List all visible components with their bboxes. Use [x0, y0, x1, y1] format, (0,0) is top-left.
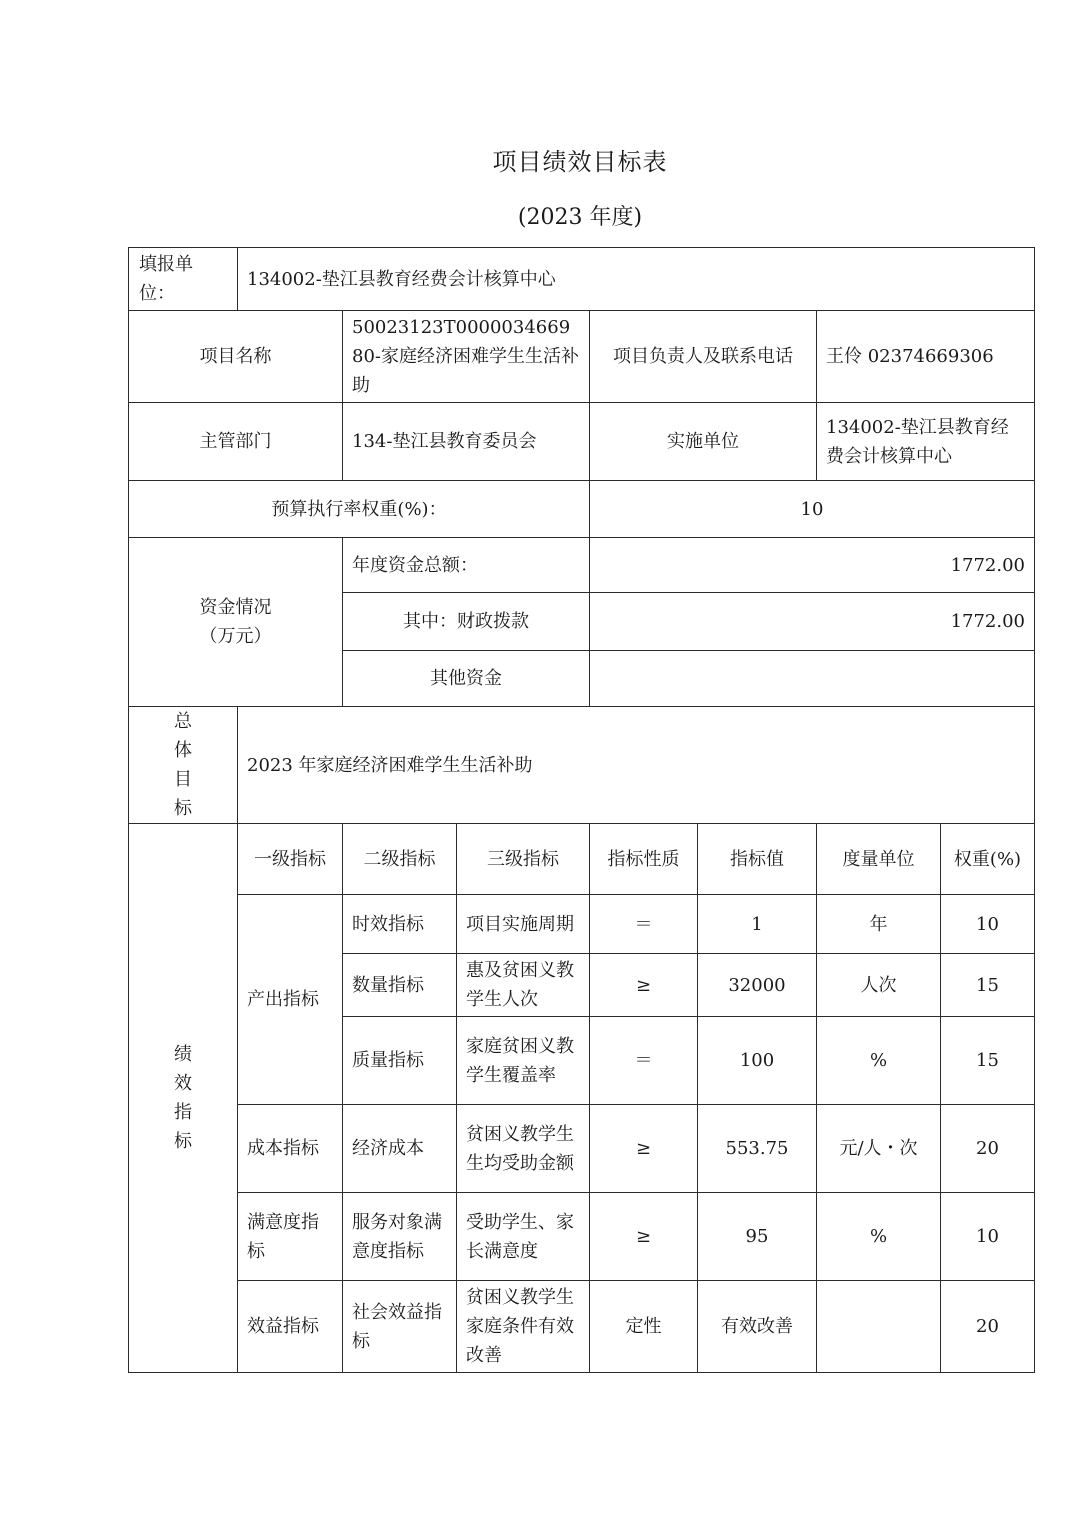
indicators-label-text: 绩效指标 [174, 1044, 192, 1152]
project-name-value: 50023123T000003466980-家庭经济困难学生生活补助 [343, 311, 590, 403]
level1-cell: 效益指标 [238, 1281, 343, 1373]
header-weight: 权重(%) [941, 824, 1035, 895]
unit-cell: % [817, 1017, 941, 1105]
value-cell: 553.75 [698, 1105, 817, 1193]
indicators-label [129, 824, 238, 1373]
level1-cell: 成本指标 [238, 1105, 343, 1193]
funds-total-label: 年度资金总额： [343, 538, 590, 593]
unit-cell [817, 1281, 941, 1373]
level2-cell: 时效指标 [343, 895, 457, 954]
department-label: 主管部门 [129, 403, 343, 481]
nature-cell: ≥ [590, 1193, 698, 1281]
budget-weight-label: 预算执行率权重(%)： [129, 481, 590, 538]
overall-goal-row [129, 707, 1035, 824]
level3-cell: 惠及贫困义教学生人次 [457, 954, 590, 1017]
overall-goal-value: 2023 年家庭经济困难学生生活补助 [238, 707, 1035, 824]
unit-cell: % [817, 1193, 941, 1281]
funds-label [129, 538, 343, 707]
nature-cell: ＝ [590, 1017, 698, 1105]
header-value: 指标值 [698, 824, 817, 895]
budget-weight-value: 10 [590, 481, 1035, 538]
weight-cell: 10 [941, 895, 1035, 954]
department-row [129, 403, 1035, 481]
performance-goal-table [128, 247, 1035, 1373]
value-cell: 95 [698, 1193, 817, 1281]
header-level3: 三级指标 [457, 824, 590, 895]
header-nature: 指标性质 [590, 824, 698, 895]
level2-cell: 服务对象满意度指标 [343, 1193, 457, 1281]
unit-cell: 年 [817, 895, 941, 954]
header-level1: 一级指标 [238, 824, 343, 895]
nature-cell: ＝ [590, 895, 698, 954]
overall-goal-label [129, 707, 238, 824]
nature-cell: ≥ [590, 1105, 698, 1193]
weight-cell: 20 [941, 1105, 1035, 1193]
funds-fiscal-label: 其中：财政拨款 [343, 593, 590, 651]
year-label: (2023 年度) [517, 205, 643, 230]
funds-other-value [590, 651, 1035, 707]
table-row [129, 895, 1035, 954]
level3-cell: 贫困义教学生家庭条件有效改善 [457, 1281, 590, 1373]
reporting-unit-value: 134002-垫江县教育经费会计核算中心 [238, 248, 1035, 311]
project-contact-label: 项目负责人及联系电话 [590, 311, 817, 403]
level3-cell: 项目实施周期 [457, 895, 590, 954]
level3-cell: 贫困义教学生生均受助金额 [457, 1105, 590, 1193]
level3-cell: 家庭贫困义教学生覆盖率 [457, 1017, 590, 1105]
project-name-label: 项目名称 [129, 311, 343, 403]
page-title: 项目绩效目标表 [492, 148, 668, 176]
weight-cell: 15 [941, 954, 1035, 1017]
weight-cell: 15 [941, 1017, 1035, 1105]
indicator-header-row [129, 824, 1035, 895]
nature-cell: 定性 [590, 1281, 698, 1373]
level3-cell: 受助学生、家长满意度 [457, 1193, 590, 1281]
header-unit: 度量单位 [817, 824, 941, 895]
funds-other-label: 其他资金 [343, 651, 590, 707]
header-level2: 二级指标 [343, 824, 457, 895]
project-contact-value: 王伶 02374669306 [817, 311, 1035, 403]
table-row [129, 1281, 1035, 1373]
overall-goal-label-text: 总体目标 [174, 711, 192, 819]
reporting-unit-row [129, 248, 1035, 311]
unit-cell: 元/人・次 [817, 1105, 941, 1193]
level1-cell: 产出指标 [238, 895, 343, 1105]
funds-label-text: 资金情况（万元） [199, 597, 272, 647]
value-cell: 32000 [698, 954, 817, 1017]
funds-total-value: 1772.00 [590, 538, 1035, 593]
funds-fiscal-value: 1772.00 [590, 593, 1035, 651]
department-value: 134-垫江县教育委员会 [343, 403, 590, 481]
level2-cell: 经济成本 [343, 1105, 457, 1193]
funds-total-row [129, 538, 1035, 593]
level1-cell: 满意度指标 [238, 1193, 343, 1281]
level2-cell: 质量指标 [343, 1017, 457, 1105]
table-row [129, 1105, 1035, 1193]
value-cell: 100 [698, 1017, 817, 1105]
table-row [129, 1193, 1035, 1281]
budget-weight-row [129, 481, 1035, 538]
level2-cell: 社会效益指标 [343, 1281, 457, 1373]
weight-cell: 10 [941, 1193, 1035, 1281]
implementing-unit-label: 实施单位 [590, 403, 817, 481]
implementing-unit-value: 134002-垫江县教育经费会计核算中心 [817, 403, 1035, 481]
level2-cell: 数量指标 [343, 954, 457, 1017]
reporting-unit-label: 填报单位： [129, 248, 238, 311]
value-cell: 有效改善 [698, 1281, 817, 1373]
value-cell: 1 [698, 895, 817, 954]
nature-cell: ≥ [590, 954, 698, 1017]
weight-cell: 20 [941, 1281, 1035, 1373]
unit-cell: 人次 [817, 954, 941, 1017]
project-row [129, 311, 1035, 403]
